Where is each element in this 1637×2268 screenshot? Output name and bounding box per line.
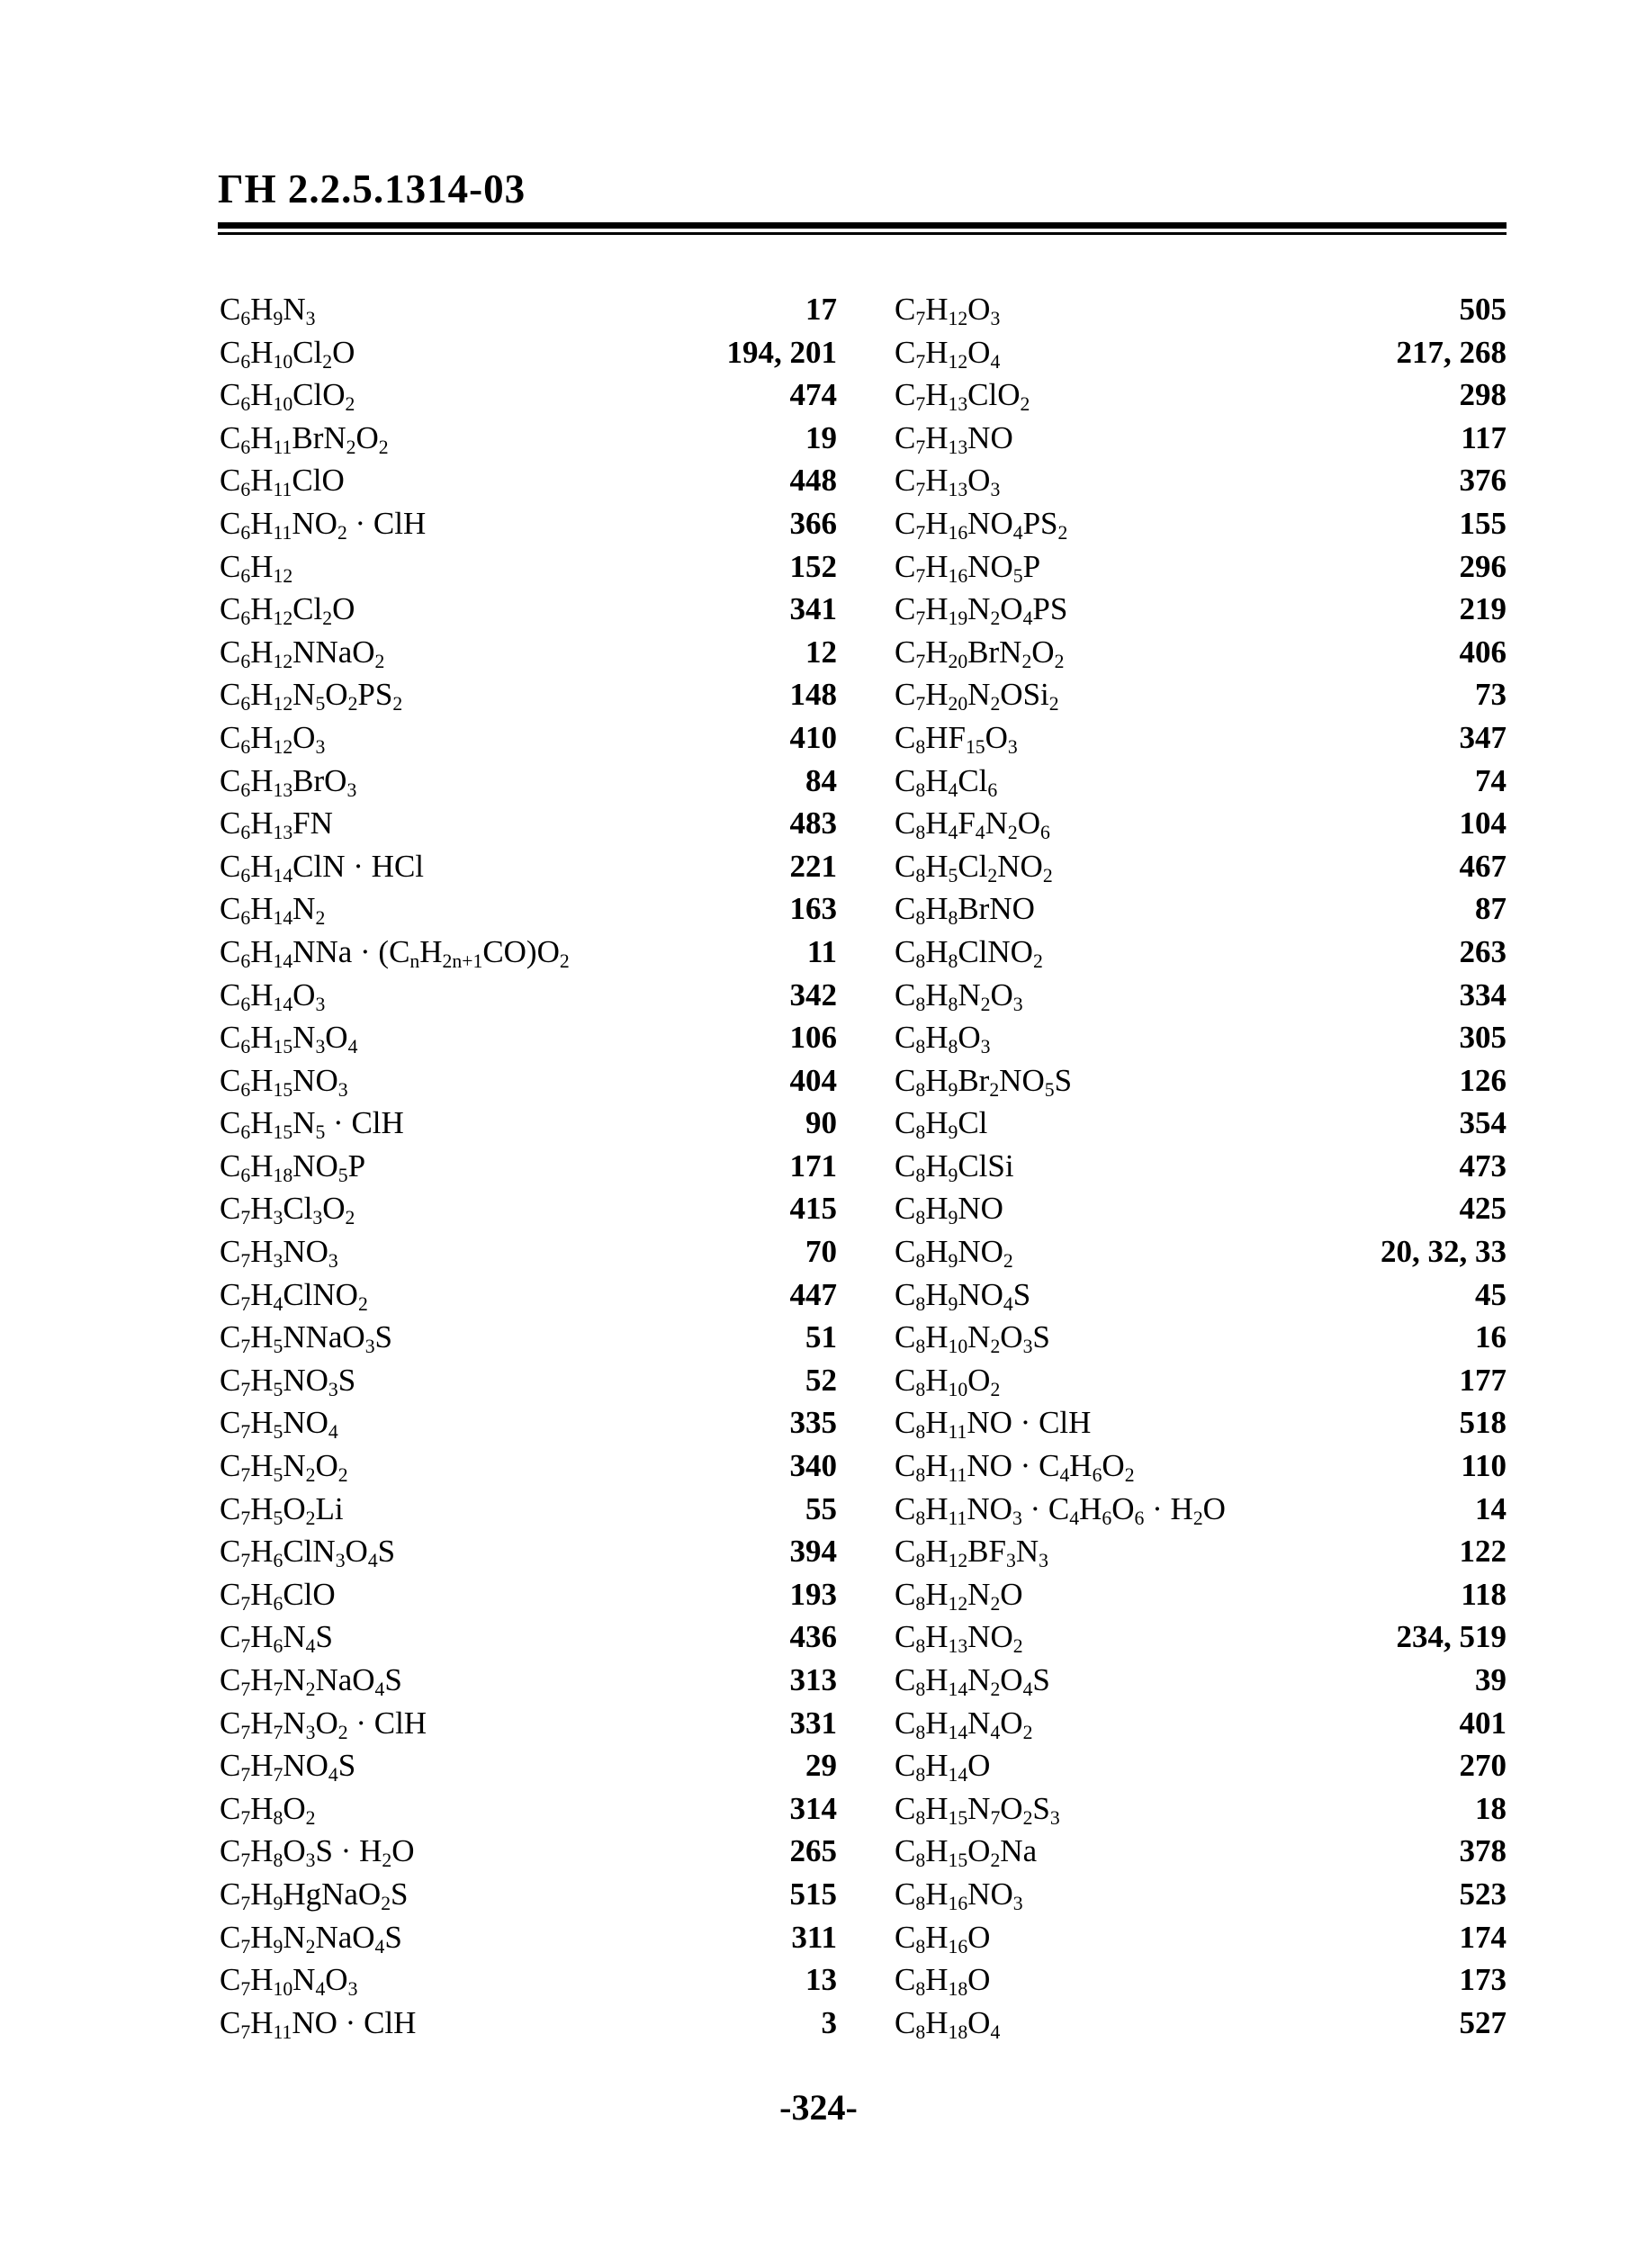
page-reference: 378 xyxy=(1459,1833,1507,1869)
index-row xyxy=(895,2002,1507,2045)
index-row xyxy=(895,1187,1507,1230)
chemical-formula: $C_8H_8BrNO$ xyxy=(895,891,1035,930)
page-reference: 483 xyxy=(789,806,837,842)
page-reference: 523 xyxy=(1459,1876,1507,1912)
chemical-formula: $C_7H_8O_3S \cdot H_2O$ xyxy=(220,1833,415,1872)
chemical-formula: $C_7H_9N_2NaO_4S$ xyxy=(220,1919,402,1958)
chemical-formula: $C_8HF_{15}O_3$ xyxy=(895,719,1018,758)
page-reference: 447 xyxy=(789,1276,837,1312)
page-reference: 505 xyxy=(1459,292,1507,327)
index-row xyxy=(895,1145,1507,1188)
page-reference: 174 xyxy=(1459,1919,1507,1955)
index-row xyxy=(220,374,837,417)
chemical-formula: $C_7H_5N_2O_2$ xyxy=(220,1448,348,1487)
index-row xyxy=(895,545,1507,589)
page-reference: 87 xyxy=(1475,891,1507,927)
index-row xyxy=(220,931,837,974)
header-rule xyxy=(218,222,1507,229)
page-reference: 406 xyxy=(1459,634,1507,670)
page-number: -324- xyxy=(779,2087,858,2128)
page-reference: 12 xyxy=(805,634,837,670)
index-row xyxy=(895,417,1507,460)
page-reference: 13 xyxy=(805,1962,837,1998)
index-row xyxy=(895,1274,1507,1317)
page-reference: 152 xyxy=(789,548,837,584)
chemical-formula: $C_7H_4ClNO_2$ xyxy=(220,1276,368,1315)
page-reference: 394 xyxy=(789,1534,837,1570)
page-reference: 331 xyxy=(789,1705,837,1741)
chemical-formula: $C_8H_5Cl_2NO_2$ xyxy=(895,848,1053,886)
page-reference: 366 xyxy=(789,505,837,541)
index-row xyxy=(220,760,837,803)
page-reference: 314 xyxy=(789,1790,837,1826)
page-reference: 436 xyxy=(789,1619,837,1655)
page-reference: 104 xyxy=(1459,806,1507,842)
index-row xyxy=(895,931,1507,974)
index-row xyxy=(895,974,1507,1017)
chemical-formula: $C_6H_{12}$ xyxy=(220,548,293,587)
chemical-formula: $C_8H_{12}N_2O$ xyxy=(895,1576,1023,1615)
index-row xyxy=(220,417,837,460)
index-row xyxy=(895,845,1507,888)
page-reference: 410 xyxy=(789,719,837,755)
page-reference: 17 xyxy=(805,292,837,327)
page-reference: 148 xyxy=(789,677,837,713)
chemical-formula: $C_8H_9Cl$ xyxy=(895,1105,988,1144)
chemical-formula: $C_8H_{11}NO$ · ClH xyxy=(895,1405,1092,1444)
page-reference: 217, 268 xyxy=(1396,334,1507,370)
index-row xyxy=(220,459,837,502)
page-reference: 515 xyxy=(789,1876,837,1912)
chemical-formula: $C_8H_{10}O_2$ xyxy=(895,1362,1001,1400)
chemical-formula: $C_8H_9NO_4S$ xyxy=(895,1276,1031,1315)
chemical-formula: $C_8H_9NO_2$ xyxy=(895,1234,1013,1273)
page-reference: 448 xyxy=(789,463,837,499)
index-row xyxy=(895,1059,1507,1102)
index-row xyxy=(220,1401,837,1444)
index-row xyxy=(895,1444,1507,1488)
chemical-formula: $C_7H_5NO_4$ xyxy=(220,1405,338,1444)
page-header-title: ГН 2.2.5.1314-03 xyxy=(218,166,526,212)
chemical-formula: $C_7H_9HgNaO_2S$ xyxy=(220,1876,409,1915)
page-reference: 14 xyxy=(1475,1490,1507,1526)
index-row xyxy=(895,760,1507,803)
index-row xyxy=(895,1401,1507,1444)
page-reference: 19 xyxy=(805,419,837,455)
chemical-formula: $C_7H_5NO_3S$ xyxy=(220,1362,356,1400)
chemical-formula: $C_8H_9NO$ xyxy=(895,1191,1003,1229)
chemical-formula: $C_7H_8O_2$ xyxy=(220,1790,316,1829)
chemical-formula: $C_7H_{16}NO_4PS_2$ xyxy=(895,505,1068,544)
page-reference: 219 xyxy=(1459,591,1507,627)
index-row xyxy=(895,631,1507,674)
page-reference: 45 xyxy=(1475,1276,1507,1312)
index-row xyxy=(220,288,837,331)
page-reference: 51 xyxy=(805,1319,837,1355)
chemical-formula: $C_8H_{12}BF_3N_3$ xyxy=(895,1534,1048,1572)
index-row xyxy=(220,673,837,716)
index-row xyxy=(895,887,1507,931)
page-reference: 117 xyxy=(1461,419,1507,455)
page-reference: 177 xyxy=(1459,1362,1507,1398)
chemical-formula: $C_8H_{15}O_2Na$ xyxy=(895,1833,1038,1872)
page-reference: 18 xyxy=(1475,1790,1507,1826)
index-row xyxy=(895,1744,1507,1787)
page-reference: 70 xyxy=(805,1234,837,1270)
index-row xyxy=(895,1230,1507,1274)
index-row xyxy=(895,1573,1507,1616)
index-row xyxy=(220,1616,837,1659)
chemical-formula: $C_7H_5O_2Li$ xyxy=(220,1490,344,1529)
chemical-formula: $C_6H_{14}NNa \cdot (C_nH_{2n+1}CO)O_2$ xyxy=(220,933,570,972)
index-row xyxy=(220,1830,837,1873)
index-row xyxy=(220,1230,837,1274)
index-row xyxy=(895,1787,1507,1831)
page-reference: 110 xyxy=(1461,1448,1507,1484)
chemical-formula: $C_8H_{18}O_4$ xyxy=(895,2004,1001,2043)
chemical-formula: $C_6H_{10}Cl_2O$ xyxy=(220,334,355,373)
chemical-formula: $C_7H_{19}N_2O_4PS$ xyxy=(895,591,1068,630)
index-row xyxy=(895,1916,1507,1959)
index-row xyxy=(220,1274,837,1317)
page-reference: 298 xyxy=(1459,377,1507,413)
index-row xyxy=(220,802,837,845)
index-row xyxy=(895,288,1507,331)
page-reference: 527 xyxy=(1459,2004,1507,2040)
page-reference: 155 xyxy=(1459,505,1507,541)
index-row xyxy=(895,1316,1507,1359)
index-row xyxy=(895,331,1507,374)
chemical-formula: $C_8H_{16}NO_3$ xyxy=(895,1876,1023,1915)
chemical-formula: $C_6H_{12}Cl_2O$ xyxy=(220,591,355,630)
chemical-formula: $C_8H_4F_4N_2O_6$ xyxy=(895,806,1050,844)
chemical-formula: $C_7H_{12}O_4$ xyxy=(895,334,1001,373)
index-row xyxy=(220,1316,837,1359)
page-reference: 16 xyxy=(1475,1319,1507,1355)
page-reference: 270 xyxy=(1459,1748,1507,1784)
chemical-formula: $C_8H_{18}O$ xyxy=(895,1962,991,2001)
index-row xyxy=(895,1488,1507,1531)
index-row xyxy=(220,2002,837,2045)
chemical-formula: $C_8H_8N_2O_3$ xyxy=(895,976,1023,1015)
page-reference: 84 xyxy=(805,762,837,798)
chemical-formula: $C_7H_7NO_4S$ xyxy=(220,1748,356,1786)
page-reference: 163 xyxy=(789,891,837,927)
index-row xyxy=(895,1359,1507,1402)
index-row xyxy=(895,1830,1507,1873)
chemical-formula: $C_6H_{15}N_3O_4$ xyxy=(220,1020,358,1058)
page-reference: 106 xyxy=(789,1020,837,1056)
page-reference: 265 xyxy=(789,1833,837,1869)
page-reference: 311 xyxy=(791,1919,837,1955)
index-row xyxy=(220,1016,837,1059)
index-row xyxy=(220,1873,837,1916)
index-row xyxy=(895,673,1507,716)
chemical-formula: $C_7H_7N_2NaO_4S$ xyxy=(220,1662,402,1701)
page-reference: 347 xyxy=(1459,719,1507,755)
index-row xyxy=(895,1958,1507,2002)
page-reference: 354 xyxy=(1459,1105,1507,1141)
index-row xyxy=(220,1916,837,1959)
chemical-formula: $C_7H_3Cl_3O_2$ xyxy=(220,1191,355,1229)
index-row xyxy=(895,459,1507,502)
index-row xyxy=(895,1873,1507,1916)
index-row xyxy=(220,1102,837,1145)
index-row xyxy=(895,802,1507,845)
chemical-formula: $C_8H_{13}NO_2$ xyxy=(895,1619,1023,1658)
page-reference: 305 xyxy=(1459,1020,1507,1056)
chemical-formula: $C_6H_{15}NO_3$ xyxy=(220,1062,348,1101)
index-row xyxy=(220,1187,837,1230)
page-reference: 221 xyxy=(789,848,837,884)
index-row xyxy=(220,1702,837,1745)
formula-index-left-column xyxy=(220,288,837,2044)
page-reference: 518 xyxy=(1459,1405,1507,1441)
page-reference: 335 xyxy=(789,1405,837,1441)
page-reference: 296 xyxy=(1459,548,1507,584)
page-reference: 415 xyxy=(789,1191,837,1227)
chemical-formula: $C_7H_7N_3O_2$ · ClH xyxy=(220,1705,427,1743)
chemical-formula: $C_6H_{12}O_3$ xyxy=(220,719,326,758)
chemical-formula: $C_8H_4Cl_6$ xyxy=(895,762,998,801)
chemical-formula: $C_7H_{10}N_4O_3$ xyxy=(220,1962,358,2001)
chemical-formula: $C_6H_{14}N_2$ xyxy=(220,891,326,930)
page-reference: 313 xyxy=(789,1662,837,1697)
chemical-formula: $C_8H_8O_3$ xyxy=(895,1020,991,1058)
index-row xyxy=(220,1958,837,2002)
index-row xyxy=(220,1145,837,1188)
index-row xyxy=(220,1573,837,1616)
page-reference: 194, 201 xyxy=(726,334,837,370)
page-reference: 118 xyxy=(1461,1576,1507,1612)
page-reference: 474 xyxy=(789,377,837,413)
index-row xyxy=(895,588,1507,631)
chemical-formula: $C_6H_{15}N_5$ · ClH xyxy=(220,1105,404,1144)
page-reference: 39 xyxy=(1475,1662,1507,1697)
chemical-formula: $C_6H_{10}ClO_2$ xyxy=(220,377,355,416)
chemical-formula: $C_6H_{13}BrO_3$ xyxy=(220,762,357,801)
chemical-formula: $C_8H_{15}N_7O_2S_3$ xyxy=(895,1790,1060,1829)
index-row xyxy=(895,374,1507,417)
page-reference: 425 xyxy=(1459,1191,1507,1227)
index-row xyxy=(220,502,837,545)
chemical-formula: $C_8H_9Br_2NO_5S$ xyxy=(895,1062,1073,1101)
chemical-formula: $C_7H_{13}NO$ xyxy=(895,419,1013,458)
index-row xyxy=(895,1102,1507,1145)
chemical-formula: $C_7H_{20}N_2OSi_2$ xyxy=(895,677,1059,716)
index-row xyxy=(895,1530,1507,1573)
page-reference: 234, 519 xyxy=(1396,1619,1507,1655)
page-reference: 20, 32, 33 xyxy=(1381,1234,1507,1270)
chemical-formula: $C_7H_5NNaO_3S$ xyxy=(220,1319,393,1358)
page-reference: 171 xyxy=(789,1148,837,1184)
page-reference: 467 xyxy=(1459,848,1507,884)
page-reference: 29 xyxy=(805,1748,837,1784)
chemical-formula: $C_6H_{14}ClN$ · HCl xyxy=(220,848,425,886)
index-row xyxy=(895,502,1507,545)
chemical-formula: $C_7H_{13}ClO_2$ xyxy=(895,377,1030,416)
page-reference: 334 xyxy=(1459,976,1507,1012)
index-row xyxy=(220,1444,837,1488)
chemical-formula: $C_6H_{12}N_5O_2PS_2$ xyxy=(220,677,403,716)
chemical-formula: $C_7H_{13}O_3$ xyxy=(895,463,1001,501)
page-reference: 263 xyxy=(1459,933,1507,969)
chemical-formula: $C_8H_{16}O$ xyxy=(895,1919,991,1958)
chemical-formula: $C_7H_{11}NO$ · ClH xyxy=(220,2004,417,2043)
chemical-formula: $C_8H_8ClNO_2$ xyxy=(895,933,1043,972)
index-row xyxy=(220,1488,837,1531)
page-reference: 401 xyxy=(1459,1705,1507,1741)
page-reference: 341 xyxy=(789,591,837,627)
page-reference: 193 xyxy=(789,1576,837,1612)
chemical-formula: $C_7H_{16}NO_5P$ xyxy=(895,548,1041,587)
chemical-formula: $C_7H_{20}BrN_2O_2$ xyxy=(895,634,1065,672)
index-row xyxy=(220,1744,837,1787)
chemical-formula: $C_8H_{14}N_4O_2$ xyxy=(895,1705,1033,1743)
index-row xyxy=(220,331,837,374)
chemical-formula: $C_6H_{12}NNaO_2$ xyxy=(220,634,385,672)
page-reference: 473 xyxy=(1459,1148,1507,1184)
chemical-formula: $C_6H_{11}ClO$ xyxy=(220,463,345,501)
index-row xyxy=(220,588,837,631)
chemical-formula: $C_8H_{11}NO \cdot C_4H_6O_2$ xyxy=(895,1448,1135,1487)
chemical-formula: $C_7H_6N_4S$ xyxy=(220,1619,333,1658)
index-row xyxy=(220,716,837,760)
page-reference: 342 xyxy=(789,976,837,1012)
index-row xyxy=(220,1359,837,1402)
chemical-formula: $C_8H_9ClSi$ xyxy=(895,1148,1014,1186)
chemical-formula: $C_7H_6ClO$ xyxy=(220,1576,336,1615)
index-row xyxy=(220,1787,837,1831)
chemical-formula: $C_7H_3NO_3$ xyxy=(220,1234,338,1273)
index-row xyxy=(895,1702,1507,1745)
index-row xyxy=(220,1530,837,1573)
index-row xyxy=(220,631,837,674)
page-reference: 74 xyxy=(1475,762,1507,798)
index-row xyxy=(895,716,1507,760)
chemical-formula: $C_7H_6ClN_3O_4S$ xyxy=(220,1534,396,1572)
page-reference: 11 xyxy=(806,933,837,969)
index-row xyxy=(220,1059,837,1102)
chemical-formula: $C_6H_{11}BrN_2O_2$ xyxy=(220,419,389,458)
chemical-formula: $C_8H_{14}N_2O_4S$ xyxy=(895,1662,1050,1701)
page-reference: 173 xyxy=(1459,1962,1507,1998)
chemical-formula: $C_8H_{10}N_2O_3S$ xyxy=(895,1319,1050,1358)
chemical-formula: $C_6H_9N_3$ xyxy=(220,292,316,330)
page-reference: 90 xyxy=(805,1105,837,1141)
chemical-formula: $C_6H_{18}NO_5P$ xyxy=(220,1148,366,1186)
chemical-formula: $C_8H_{11}NO_3 \cdot C_4H_6O_6 \cdot H_2O$ xyxy=(895,1490,1226,1529)
index-row xyxy=(220,545,837,589)
page-reference: 55 xyxy=(805,1490,837,1526)
page-reference: 122 xyxy=(1459,1534,1507,1570)
chemical-formula: $C_7H_{12}O_3$ xyxy=(895,292,1001,330)
index-row xyxy=(220,845,837,888)
page-reference: 3 xyxy=(821,2004,837,2040)
page-reference: 126 xyxy=(1459,1062,1507,1098)
formula-index-right-column xyxy=(895,288,1507,2044)
page-reference: 340 xyxy=(789,1448,837,1484)
header-rule-secondary xyxy=(218,232,1507,235)
chemical-formula: $C_6H_{14}O_3$ xyxy=(220,976,326,1015)
index-row xyxy=(895,1616,1507,1659)
index-row xyxy=(895,1016,1507,1059)
index-row xyxy=(220,1659,837,1702)
page-reference: 404 xyxy=(789,1062,837,1098)
index-row xyxy=(220,974,837,1017)
page-reference: 376 xyxy=(1459,463,1507,499)
page-reference: 52 xyxy=(805,1362,837,1398)
index-row xyxy=(220,887,837,931)
page-reference: 73 xyxy=(1475,677,1507,713)
chemical-formula: $C_6H_{13}FN$ xyxy=(220,806,333,844)
chemical-formula: $C_6H_{11}NO_2$ · ClH xyxy=(220,505,427,544)
chemical-formula: $C_8H_{14}O$ xyxy=(895,1748,991,1786)
index-row xyxy=(895,1659,1507,1702)
